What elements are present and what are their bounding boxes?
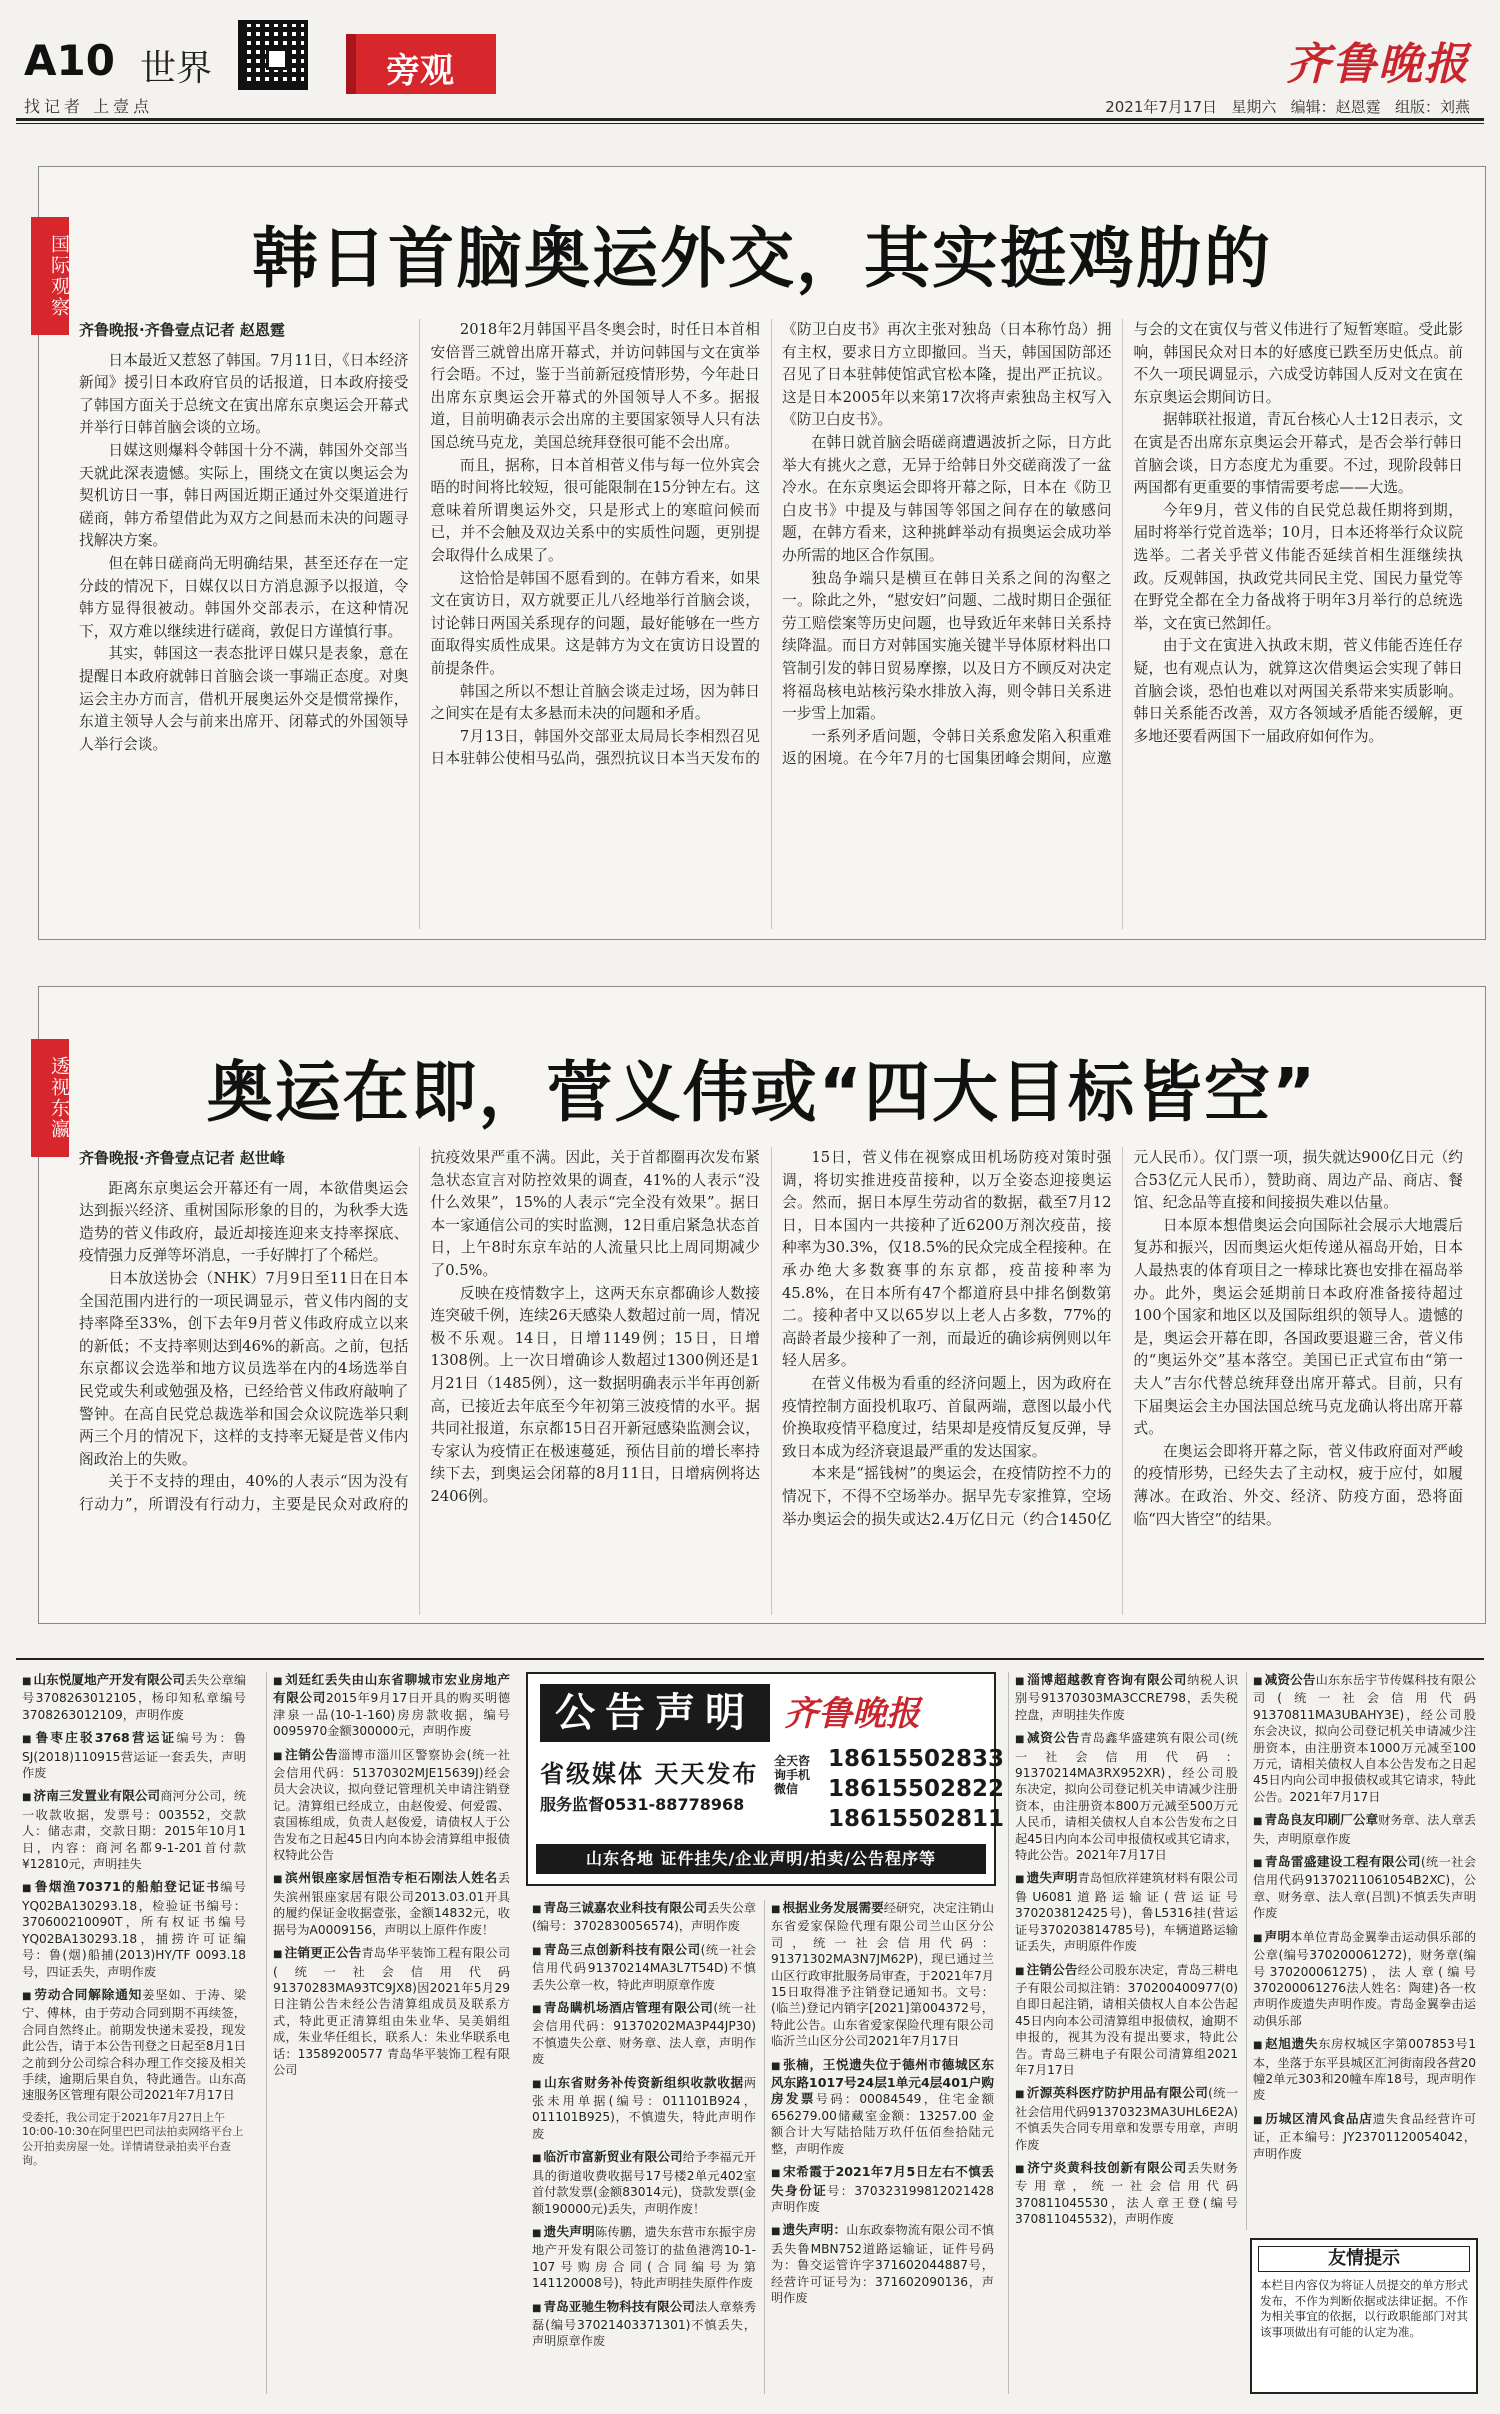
classified-item: ■ 滨州银座家居恒浩专柜石刚法人姓名丢失滨州银座家居有限公司2013.03.01开具的履约保证金收据壹张，金额14832元，收据号为A0009156，声明以上原件作废！ <box>267 1870 516 1938</box>
notice-phone-label: 全天咨询手机微信 <box>774 1754 811 1796</box>
classified-item: ■ 减资公告青岛鑫华盛建筑有限公司(统一社会信用代码：91370214MA3RX952XR)，经公司股东决定，拟向公司登记机关申请减少注册资本，由注册资本800万元减至500万元人民币，请相关债权人自本公告发布之日起45日内向本公司申报债权或其它请求，特此公告。2021年7月17日 <box>1009 1730 1244 1863</box>
article-1-body <box>79 319 1463 929</box>
classified-item: ■ 张楠，王悦遗失位于德州市德城区东风东路1017号24层1单元4层401户购房发票号码：00084549，住宅金额656279.00储藏室金额：13257.00 金额合计大写陆拾陆万玖仟伍佰叁拾陆元整，声明作废 <box>765 2057 1000 2157</box>
classified-item: ■ 鲁枣庄驳3768营运证编号为：鲁SJ(2018)110915营运证一套丢失，声明作废 <box>16 1730 252 1781</box>
classified-item: ■ 淄博超越教育咨询有限公司纳税人识别号91370303MA3CCRE798，丢失税控盘，声明挂失作废 <box>1009 1672 1244 1723</box>
article-1-byline: 齐鲁晚报·齐鲁壹点记者 赵恩霆 <box>79 321 285 339</box>
article-1-tag: 国际观察 <box>31 217 69 335</box>
classified-item: ■ 青岛三诚嘉农业科技有限公司丢失公章(编号：3702830056574)，声明作废 <box>526 1900 762 1935</box>
article-2-paragraph: 本来是“摇钱树”的奥运会，在疫情防控不力的情况下，不得不空场举办。据早先专家推算，空场举办奥运会的损失或达2.4万亿日元（约合1450亿元人民币）。仅门票一项，损失就达900亿日元（约合53亿元人民币），赞助商、周边产品、商店、餐馆、纪念品等直接和间接损失难以估量。 <box>782 1149 1463 1528</box>
notice-services: 山东各地 证件挂失/企业声明/拍卖/公告程序等 <box>536 1844 986 1874</box>
paper-logo: 齐鲁晚报 <box>1286 39 1470 90</box>
masthead-rule <box>16 118 1484 121</box>
classified-item: ■ 青岛瞒机场酒店管理有限公司(统一社会信用代码：91370202MA3P44JP30)不慎遗失公章、财务章、法人章，声明作废 <box>526 2000 762 2068</box>
section-slogan: 找记者 上壹点 <box>24 97 154 116</box>
classified-item: ■ 山东悦厦地产开发有限公司丢失公章编号3708263012105，杨印知私章编号3708263012109，声明作废 <box>16 1672 252 1723</box>
classified-item: ■ 宋希霞于2021年7月5日左右不慎丢失身份证号：370323199812021428声明作废 <box>765 2164 1000 2215</box>
notice-phone-list <box>828 1744 1004 1834</box>
column-tab <box>346 34 496 94</box>
masthead <box>16 14 1484 114</box>
layout-editor: 组版：刘燕 <box>1394 98 1470 116</box>
classified-item: ■ 沂源英科医疗防护用品有限公司(统一社会信用代码91370323MA3UHL6E2A)不慎丢失合同专用章和发票专用章，声明作废 <box>1009 2085 1244 2153</box>
article-1-paragraph: 日媒这则爆料令韩国十分不满，韩国外交部当天就此深表遗憾。实际上，围绕文在寅以奥运会为契机访日一事，韩日两国近期正通过外交渠道进行磋商，韩方希望借此为双方之间悬而未决的问题寻找解决方案。 <box>79 441 409 550</box>
classified-item: ■ 注销更正公告青岛华平装饰工程有限公司(统一社会信用代码91370283MA93TC9JX8)因2021年5月29日注销公告未经公告清算组成员及联系方式，特此更正清算组由朱业华、吴美娟组成，朱业华任组长，联系人：朱业华联系电话：13589200577 青岛华平装饰工程有限公司 <box>267 1945 516 2078</box>
article-2-paragraph: 关于不支持的理由，40%的人表示“因为没有行动力”，所谓没有行动力，主要是民众对政府的抗疫效果严重不满。因此，关于首都圈再次发布紧急状态宣言对防控效果的调查，41%的人表示“没什么效果”，15%的人表示“完全没有效果”。据日本一家通信公司的实时监测，12日重启紧急状态首日，上午8时东京车站的人流量只比上周同期减少了0.5%。 <box>79 1149 760 1513</box>
article-1-paragraph: 7月13日，韩国外交部亚太局局长李相烈召见日本驻韩公使相马弘尚，强烈抗议日本当天发布的《防卫白皮书》再次主张对独岛（日本称竹岛）拥有主权，要求日方立即撤回。当天，韩国国防部还召见了日本驻韩使馆武官松本隆，提出严正抗议。这是日本2005年以来第17次将声索独岛主权写入《防卫白皮书》。 <box>430 321 1112 768</box>
classifieds-section <box>16 1658 1484 2400</box>
classified-item: ■ 根据业务发展需要经研究，决定注销山东省爱家保险代理有限公司兰山区分公司，统一社会信用代码：91371302MA3N7JM62P)，现已通过兰山区行政审批服务局审查，于2021年7月15日取得准予注销登记通知书。文号：(临兰)登记内销字[2021]第004372号，特此公告。山东省爱家保险代理有限公司临沂兰山区分公司2021年7月17日 <box>765 1900 1000 2050</box>
article-2-paragraph: 15日，菅义伟在视察成田机场防疫对策时强调，将切实推进疫苗接种，以万全姿态迎接奥运会。然而，据日本厚生劳动省的数据，截至7月12日，日本国内一共接种了近6200万剂次疫苗，接种率为30.3%，仅18.5%的民众完成全程接种。在承办绝大多数赛事的东京都，疫苗接种率为45.8%，在日本所有47个都道府县中排名倒数第二。接种者中又以65岁以上老人占多数，77%的高龄者最少接种了一剂，而最近的确诊病例则以年轻人居多。 <box>782 1149 1112 1370</box>
classifieds-column-2 <box>266 1672 516 2394</box>
classifieds-column-6 <box>1246 1672 1482 2230</box>
article-1-paragraph: 韩国之所以不想让首脑会谈走过场，因为韩日之间实在是有太多悬而未决的问题和矛盾。 <box>430 682 760 723</box>
editor: 编辑：赵恩霆 <box>1290 98 1381 116</box>
classified-item: ■ 注销公告淄博市淄川区警察协会(统一社会信用代码：51370302MJE15639J)经会员大会决议，拟向登记管理机关申请注销登记。清算组已经成立，由赵俊爱、何爱霞、袁国栋组成，负责人赵俊爱，请债权人于公告发布之日起45日内向本协会清算组申报债权特此公告 <box>267 1747 516 1864</box>
notice-phone: 18615502822 <box>828 1776 1005 1802</box>
classified-item: ■ 历城区清风食品店遗失食品经营许可证，正本编号：JY23701120054042，声明作废 <box>1247 2111 1482 2162</box>
issue-weekday: 星期六 <box>1231 98 1277 116</box>
classified-item: ■ 遗失声明青岛恒欣祥建筑材料有限公司鲁U6081道路运输证(营运证号370203812425号)，鲁L5316挂(营运证号370203814785号)，车辆道路运输证丢失，声明原件作废 <box>1009 1870 1244 1954</box>
classified-item: ■ 青岛良友印刷厂公章财务章、法人章丢失，声明原章作废 <box>1247 1812 1482 1847</box>
article-1-paragraph: 由于文在寅进入执政末期，菅义伟能否连任存疑，也有观点认为，就算这次借奥运会实现了韩日首脑会谈，恐怕也难以对两国关系带来实质影响。韩日关系能否改善，双方各领域矛盾能否缓解，更多地还要看两国下一届政府如何作为。 <box>1133 637 1463 745</box>
edition-meta <box>1105 96 1470 117</box>
article-2-tag: 透视东瀛 <box>31 1039 69 1157</box>
article-2-paragraph: 反映在疫情数字上，这两天东京都确诊人数接连突破千例，连续26天感染人数超过前一周，情况极不乐观。14日，日增1149例；15日，日增1308例。上一次日增确诊人数超过1300例还是1月21日（1485例），这一数据明确表示半年再创新高，已接近去年底至今年初第三波疫情的水平。据共同社报道，东京都15日召开新冠感染监测会议，专家认为疫情正在极速蔓延，预估目前的增长率持续下去，到奥运会闭幕的8月11日，日增病例将达2406例。 <box>430 1284 760 1505</box>
classified-item: ■ 鲁烟渔70371的船舶登记证书编号YQ02BA130293.18，检验证书编号：370600210090T，所有权证书编号YQ02BA130293.18，捕捞许可证编号：鲁(烟)船捕(2013)HY/TF 0093.18号，四证丢失，声明作废 <box>16 1879 252 1979</box>
tips-title: 友情提示 <box>1258 2246 1470 2272</box>
section-name: 世界 <box>140 48 213 89</box>
article-2-paragraph: 在菅义伟极为看重的经济问题上，因为政府在疫情控制方面投机取巧、首鼠两端，意图以最小代价换取疫情平稳度过，结果却是疫情反复反弹，导致日本成为经济衰退最严重的发达国家。 <box>782 1374 1112 1460</box>
auction-notice: 受委托，我公司定于2021年7月27日上午10:00-10:30在阿里巴巴司法拍卖网络平台上公开拍卖房屋一处。详情请登录拍卖平台查询。 <box>22 2110 244 2168</box>
classified-item: ■ 济宁炎黄科技创新有限公司丢失财务专用章，统一社会信用代码370811045530，法人章王登(编号370811045532)，声明作废 <box>1009 2160 1244 2228</box>
article-2-paragraph: 日本放送协会（NHK）7月9日至11日在日本全国范围内进行的一项民调显示，菅义伟内阁的支持率降至33%，创下去年9月菅义伟政府成立以来的新低；不支持率则达到46%的新高。之前，包括东京都议会选举和地方议员选举在内的4场选举自民党或失利或勉强及格，已经给菅义伟政府敲响了警钟。在高自民党总裁选举和国会众议院选举只剩两三个月的情况下，这样的支持率无疑是菅义伟内阁政治上的失败。 <box>79 1269 409 1468</box>
article-1 <box>38 166 1486 940</box>
notice-phone: 18615502833 <box>828 1746 1005 1772</box>
column-name: 旁观 <box>386 51 454 91</box>
classified-item: ■ 赵旭遗失东房权城区字第007853号1本，坐落于东平县城区汇河街南段各营20幢2单元303和20幢车库18号，现声明作废 <box>1247 2036 1482 2104</box>
classified-item: ■ 济南三发置业有限公司商河分公司，统一收款收据，发票号：003552，交款人：储志肃，交款日期：2015年10月1日，内容：商河名都9-1-201首付款¥12810元，声明挂失 <box>16 1788 252 1872</box>
friendly-tips-box <box>1250 2238 1478 2394</box>
article-1-paragraph: 但在韩日磋商尚无明确结果，甚至还存在一定分歧的情况下，日媒仅以日方消息源予以报道，令韩方显得很被动。韩国外交部表示，在这种情况下，双方难以继续进行磋商，敦促日方谨慎行事。 <box>79 554 409 640</box>
notice-title: 公告声明 <box>540 1684 770 1742</box>
article-2-body <box>79 1147 1463 1615</box>
article-1-paragraph: 据韩联社报道，青瓦台核心人士12日表示，文在寅是否出席东京奥运会开幕式，是否会举行韩日首脑会谈，日方态度尤为重要。不过，现阶段韩日两国都有更重要的事情需要考虑——大选。 <box>1133 411 1463 497</box>
classified-item: ■ 减资公告山东东岳宇节传媒科技有限公司(统一社会信用代码91370811MA3UBAHY3E)，经公司股东会决议，拟向公司登记机关申请减少注册资本，由注册资本1000万元减至100万元，请相关债权人自本公告发布之日起45日内向公司申报债权或其它请求，特此公告。2021年7月17日 <box>1247 1672 1482 1805</box>
article-1-paragraph: 其实，韩国这一表态批评日媒只是表象，意在提醒日本政府就韩日首脑会谈一事端正态度。对奥运会主办方而言，借机开展奥运外交是惯常操作，东道主领导人会与前来出席开、闭幕式的外国领导人举行会谈。 <box>79 645 409 753</box>
classified-item: ■ 青岛雷盛建设工程有限公司(统一社会信用代码91370211061054B2XC)，公章、财务章、法人章(吕凯)不慎丢失声明作废 <box>1247 1854 1482 1922</box>
page-number: A10 <box>24 36 115 85</box>
classifieds-column-4 <box>764 1900 1000 2394</box>
classified-item: ■ 山东省财务补传资新组织收款收据两张未用单据(编号：011101B924，011101B925)，不慎遗失，特此声明作废 <box>526 2075 762 2143</box>
classifieds-column-5 <box>1008 1672 1244 2394</box>
qr-code-icon <box>238 20 308 90</box>
article-2 <box>38 986 1486 1624</box>
notice-slogan: 省级媒体 天天发布 <box>540 1760 759 1788</box>
notice-paper-logo: 齐鲁晚报 <box>784 1694 920 1734</box>
classifieds-column-1 <box>16 1672 252 2394</box>
classifieds-column-3 <box>526 1900 762 2394</box>
tips-text: 本栏目内容仅为将证人员提交的单方形式发布，不作为判断依据或法律证据。不作为相关事宜的依据，以行政职能部门对其该事项做出有可能的认定为准。 <box>1260 2278 1468 2339</box>
article-1-paragraph: 2018年2月韩国平昌冬奥会时，时任日本首相安倍晋三就曾出席开幕式，并访问韩国与文在寅举行会晤。不过，鉴于当前新冠疫情形势，今年赴日出席东京奥运会开幕式的外国领导人不多。据报道，目前明确表示会出席的主要国家领导人只有法国总统马克龙，美国总统拜登很可能不会出席。 <box>430 321 760 451</box>
notice-phone: 18615502811 <box>828 1806 1005 1832</box>
article-2-paragraph: 在奥运会即将开幕之际，菅义伟政府面对严峻的疫情形势，已经失去了主动权，疲于应付，如履薄冰。在政治、外交、经济、防疫方面，恐将面临“四大皆空”的结果。 <box>1133 1442 1463 1528</box>
article-1-paragraph: 一系列矛盾问题，令韩日关系愈发陷入积重难返的困境。在今年7月的七国集团峰会期间，应邀与会的文在寅仅与菅义伟进行了短暂寒暄。受此影响，韩国民众对日本的好感度已跌至历史低点。前不久一项民调显示，六成受访韩国人反对文在寅在东京奥运会期间访日。 <box>782 321 1463 768</box>
classified-item: ■ 刘廷红丢失由山东省聊城市宏业房地产有限公司2015年9月17日开具的购买明德津泉一品(10-1-160)房房款收据，编号0095970金额300000元，声明作废 <box>267 1672 516 1740</box>
article-1-paragraph: 独岛争端只是横亘在韩日关系之间的沟壑之一。除此之外，“慰安妇”问题、二战时期日企强征劳工赔偿案等历史问题，也导致近年来韩日关系持续降温。而日方对韩国实施关键半导体原材料出口管制引发的韩日贸易摩擦，以及日方不顾反对决定将福岛核电站核污染水排放入海，则令韩日关系进一步雪上加霜。 <box>782 569 1112 723</box>
article-1-paragraph: 这恰恰是韩国不愿看到的。在韩方看来，如果文在寅访日，双方就要正儿八经地举行首脑会谈，讨论韩日两国关系现存的问题，最好能够在一些方面取得实质性成果。这是韩方为文在寅访日设置的前提条件。 <box>430 569 760 677</box>
article-1-paragraph: 今年9月，菅义伟的自民党总裁任期将到期，届时将举行党首选举；10月，日本还将举行众议院选举。二者关乎菅义伟能否延续首相生涯继续执政。反观韩国，执政党共同民主党、国民力量党等在野党全都在全力备战将于明年3月举行的总统选举，文在寅已然卸任。 <box>1133 501 1463 632</box>
article-1-paragraph: 在韩日就首脑会晤磋商遭遇波折之际，日方此举大有挑火之意，无异于给韩日外交磋商泼了一盆冷水。在东京奥运会即将开幕之际，日本在《防卫白皮书》中提及与韩国等邻国之间存在的敏感问题，在韩方看来，这种挑衅举动有损奥运会成功举办所需的地区合作氛围。 <box>782 433 1112 564</box>
classified-item: ■ 遗失声明：山东政泰物流有限公司不慎丢失鲁MBN752道路运输证，证件号码为：鲁交运管许字371602044887号，经营许可证号为：371602090136，声明作废 <box>765 2222 1000 2306</box>
classified-item: ■ 劳动合同解除通知姜坚如、于涛、梁宁、傅林，由于劳动合同到期不再续签，合同自然终止。前期发快递未妥投，现发此公告，请于本公告刊登之日起至8月1日之前到分公司综合科办理工作交接及相关手续，逾期后果自负，特此通告。山东高速服务区管理有限公司2021年7月17日 <box>16 1987 252 2104</box>
masthead-rule-thin <box>16 123 1484 124</box>
article-2-paragraph: 距离东京奥运会开幕还有一周，本欲借奥运会达到振兴经济、重树国际形象的目的，为秋季大选造势的菅义伟政府，最近却接连迎来支持率探底、疫情强力反弹等坏消息，一手好牌打了个稀烂。 <box>79 1179 409 1265</box>
issue-date: 2021年7月17日 <box>1105 98 1218 116</box>
notice-hotline: 服务监督0531-88778968 <box>540 1795 745 1814</box>
article-2-paragraph: 日本原本想借奥运会向国际社会展示大地震后复苏和振兴，因而奥运火炬传递从福岛开始，日本人最热衷的体育项目之一棒球比赛也安排在福岛举办。此外，奥运会延期前日本政府准备接待超过100个国家和地区以及国际组织的领导人。遗憾的是，奥运会开幕在即，各国政要退避三舍，菅义伟的“奥运外交”基本落空。美国已正式宣布由“第一夫人”吉尔代替总统拜登出席开幕式。目前，只有下届奥运会主办国法国总统马克龙确认将出席开幕式。 <box>1133 1216 1463 1438</box>
article-1-paragraph: 日本最近又惹怒了韩国。7月11日，《日本经济新闻》援引日本政府官员的话报道，日本政府接受了韩国方面关于总统文在寅出席东京奥运会开幕式并举行日韩首脑会谈的立场。 <box>79 351 409 437</box>
classified-item: ■ 青岛亚驰生物科技有限公司法人章蔡秀磊(编号37021403371301)不慎丢失，声明原章作废 <box>526 2299 762 2350</box>
classified-item: ■ 声明本单位青岛金翼拳击运动俱乐部的公章(编号370200061272)，财务章(编号370200061275)，法人章(编号370200061276法人姓名：陶建)各一枚声明作废遗失声明作废。青岛金翼拳击运动俱乐部 <box>1247 1929 1482 2029</box>
classified-item: ■ 临沂市富新贸业有限公司给予李福元开具的街道收费收据号17号楼2单元402室首付款发票(金额83014元)，贷款发票(金额190000元)丢失，声明作废！ <box>526 2149 762 2217</box>
article-2-headline: 奥运在即，菅义伟或“四大目标皆空” <box>206 1054 1318 1131</box>
classified-item: ■ 注销公告经公司股东决定，青岛三耕电子有限公司拟注销：370200400977(0)自即日起注销，请相关债权人自本公告起45日内向本公司清算组申报债权，逾期不申报的，视其为没有提出要求，特此公告。青岛三耕电子有限公司清算组2021年7月17日 <box>1009 1962 1244 2079</box>
classified-item: ■ 遗失声明陈传鹏，遗失东营市东振宇房地产开发有限公司签订的盐鱼港湾10-1-107号购房合同(合同编号为第141120008号)，特此声明挂失原件作废 <box>526 2224 762 2292</box>
notice-advert-box <box>526 1672 1005 1886</box>
article-2-byline: 齐鲁晚报·齐鲁壹点记者 赵世峰 <box>79 1149 285 1167</box>
article-1-paragraph: 而且，据称，日本首相菅义伟与每一位外宾会晤的时间将比较短，很可能限制在15分钟左右。这意味着所谓奥运外交，只是形式上的寒暄问候而已，并不会触及双边关系中的实质性问题，更别提会取得什么成果了。 <box>430 456 760 564</box>
article-1-headline: 韩日首脑奥运外交，其实挺鸡肋的 <box>252 220 1272 297</box>
classified-item: ■ 青岛三点创新科技有限公司(统一社会信用代码91370214MA3L7T54D)不慎丢失公章一枚，特此声明原章作废 <box>526 1942 762 1993</box>
